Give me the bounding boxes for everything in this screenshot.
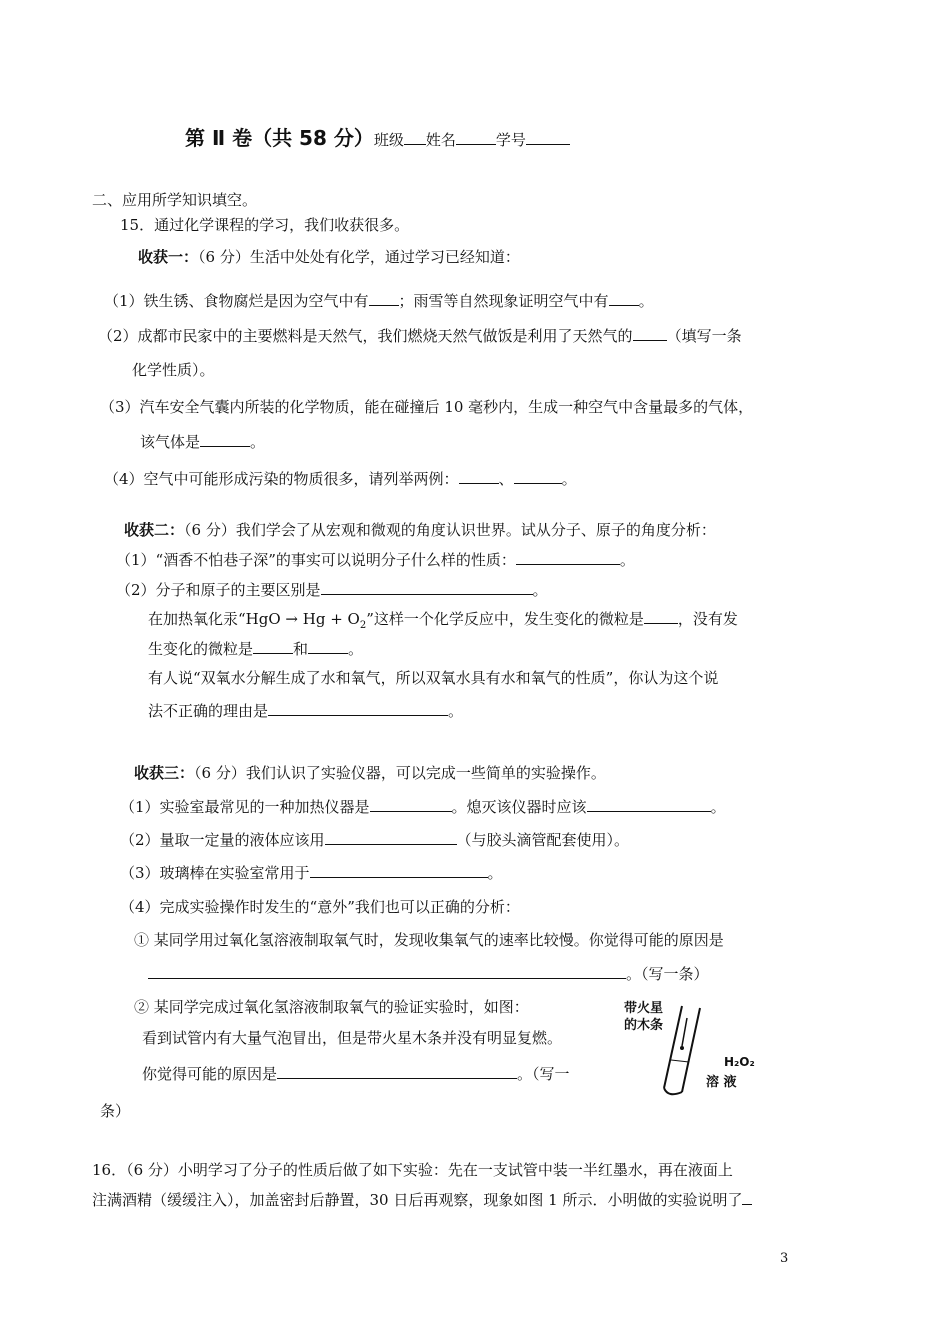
gain3-case2: ② 某同学完成过氧化氢溶液制取氧气的验证实验时，如图： (134, 998, 529, 1016)
gain2-item2 (116, 579, 548, 600)
text: 。 (638, 292, 654, 310)
blank[interactable] (308, 638, 348, 654)
gain3-case1: ① 某同学用过氧化氢溶液制取氧气时，发现收集氧气的速率比较慢。你觉得可能的原因是 (134, 931, 724, 949)
text: （填写一条 (666, 327, 742, 345)
class-blank[interactable] (404, 129, 426, 145)
gain2-desc: （6 分）我们学会了从宏观和微观的角度认识世界。试从分子、原子的角度分析： (184, 521, 716, 539)
gain3-case2-line2: 看到试管内有大量气泡冒出，但是带火星木条并没有明显复燃。 (142, 1029, 563, 1047)
text: 生变化的微粒是 (148, 640, 254, 658)
text: 。 (532, 581, 548, 599)
text: 。 (619, 551, 635, 569)
text: （2）分子和原子的主要区别是 (116, 581, 321, 599)
name-label: 姓名 (425, 131, 456, 149)
blank[interactable] (277, 1063, 517, 1079)
gain3-case1-cont (148, 963, 709, 984)
text: 该气体是 (140, 433, 201, 451)
text: 在加热氧化汞“HgO → Hg + O (148, 610, 360, 628)
section-title (185, 124, 570, 154)
figure-label-line1: 带火星 (624, 1001, 664, 1016)
text: 。 (448, 702, 464, 720)
text: 。（写一 (517, 1065, 570, 1083)
gain3-case2-line3 (142, 1063, 570, 1084)
text: 。 (250, 433, 266, 451)
text: ，没有发 (677, 610, 738, 628)
text: 。 (710, 798, 726, 816)
gain2-item4-cont (148, 700, 463, 721)
q15-intro: 15．通过化学课程的学习，我们收获很多。 (120, 216, 410, 234)
id-label: 学号 (495, 131, 526, 149)
gain1-desc: （6 分）生活中处处有化学，通过学习已经知道： (198, 248, 520, 266)
gain1-item3: （3）汽车安全气囊内所装的化学物质，能在碰撞后 10 毫秒内，生成一种空气中含量最多的气体， (100, 398, 754, 416)
gain2-header (124, 520, 716, 540)
text: ；雨雪等自然现象证明空气中有 (398, 292, 609, 310)
text: 注满酒精（缓缓注入），加盖密封后静置，30 日后再观察，现象如图 1 所示．小明做的实验说明了 (92, 1191, 743, 1209)
blank[interactable] (325, 829, 457, 845)
name-blank[interactable] (456, 129, 496, 145)
blank[interactable] (369, 290, 399, 306)
subscript: 2 (359, 620, 367, 631)
text: ”这样一个化学反应中，发生变化的微粒是 (366, 610, 644, 628)
gain1-item1 (104, 290, 654, 311)
gain3-header (134, 763, 606, 783)
test-tube-figure (616, 996, 776, 1104)
figure-solution: 溶 液 (706, 1075, 737, 1090)
text: （4）空气中可能形成污染的物质很多，请列举两例： (104, 470, 459, 488)
text: （2）量取一定量的液体应该用 (120, 831, 325, 849)
gain1-item4 (104, 468, 577, 489)
text: 你觉得可能的原因是 (142, 1065, 278, 1083)
gain3-case2-line4: 条） (100, 1102, 131, 1120)
class-label: 班级 (373, 131, 404, 149)
gain1-label: 收获一： (138, 248, 199, 266)
gain3-item3 (120, 862, 503, 883)
gain1-header (138, 247, 520, 267)
text: 、 (498, 470, 514, 488)
blank[interactable] (644, 608, 678, 624)
blank[interactable] (370, 796, 452, 812)
text: （1）“酒香不怕巷子深”的事实可以说明分子什么样的性质： (116, 551, 516, 569)
text: 。 (487, 864, 503, 882)
blank[interactable] (200, 431, 250, 447)
blank[interactable] (253, 638, 293, 654)
gain2-label: 收获二： (124, 521, 185, 539)
id-blank[interactable] (526, 129, 570, 145)
gain3-item1 (120, 796, 726, 817)
section2-heading: 二、应用所学知识填空。 (92, 191, 258, 209)
text: 。（写一条） (626, 965, 709, 983)
blank[interactable] (516, 549, 620, 565)
page-number: 3 (780, 1251, 789, 1266)
text: （3）玻璃棒在实验室常用于 (120, 864, 310, 882)
text: （2）成都市民家中的主要燃料是天然气，我们燃烧天然气做饭是利用了天然气的 (98, 327, 633, 345)
gain2-item3-cont (148, 638, 363, 659)
gain1-item3-cont (140, 431, 265, 452)
gain1-item2-cont: 化学性质）。 (132, 361, 215, 379)
blank[interactable] (148, 963, 626, 979)
q16-line1: 16．（6 分）小明学习了分子的性质后做了如下实验：先在一支试管中装一半红墨水，再在液面上 (92, 1161, 733, 1179)
gain3-item4: （4）完成实验操作时发生的“意外”我们也可以正确的分析： (120, 898, 520, 916)
gain1-item2 (98, 325, 742, 346)
blank[interactable] (514, 468, 562, 484)
gain3-label: 收获三： (134, 764, 195, 782)
blank[interactable] (459, 468, 499, 484)
text: （1）铁生锈、食物腐烂是因为空气中有 (104, 292, 369, 310)
text: 。 (561, 470, 577, 488)
blank[interactable] (609, 290, 639, 306)
gain2-item3 (148, 608, 738, 636)
text: 。熄灭该仪器时应该 (451, 798, 587, 816)
gain2-item4: 有人说“双氧水分解生成了水和氧气，所以双氧水具有水和氧气的性质”，你认为这个说 (148, 669, 719, 687)
test-tube-diagram (616, 996, 776, 1100)
text: （与胶头滴管配套使用）。 (456, 831, 630, 849)
figure-h2o2: H₂O₂ (724, 1055, 755, 1069)
gain3-item2 (120, 829, 629, 850)
blank[interactable] (633, 325, 667, 341)
blank[interactable] (268, 700, 448, 716)
text: 和 (293, 640, 309, 658)
blank[interactable] (310, 862, 488, 878)
blank[interactable] (321, 579, 533, 595)
blank[interactable] (742, 1189, 752, 1205)
blank[interactable] (587, 796, 711, 812)
gain2-item1 (116, 549, 635, 570)
figure-label-line2: 的木条 (624, 1018, 664, 1033)
text: 。 (348, 640, 364, 658)
text: 法不正确的理由是 (148, 702, 269, 720)
text: （1）实验室最常见的一种加热仪器是 (120, 798, 370, 816)
gain3-desc: （6 分）我们认识了实验仪器，可以完成一些简单的实验操作。 (194, 764, 606, 782)
q16-line2 (92, 1189, 752, 1210)
title-text: 第 Ⅱ 卷（共 58 分） (185, 126, 374, 150)
